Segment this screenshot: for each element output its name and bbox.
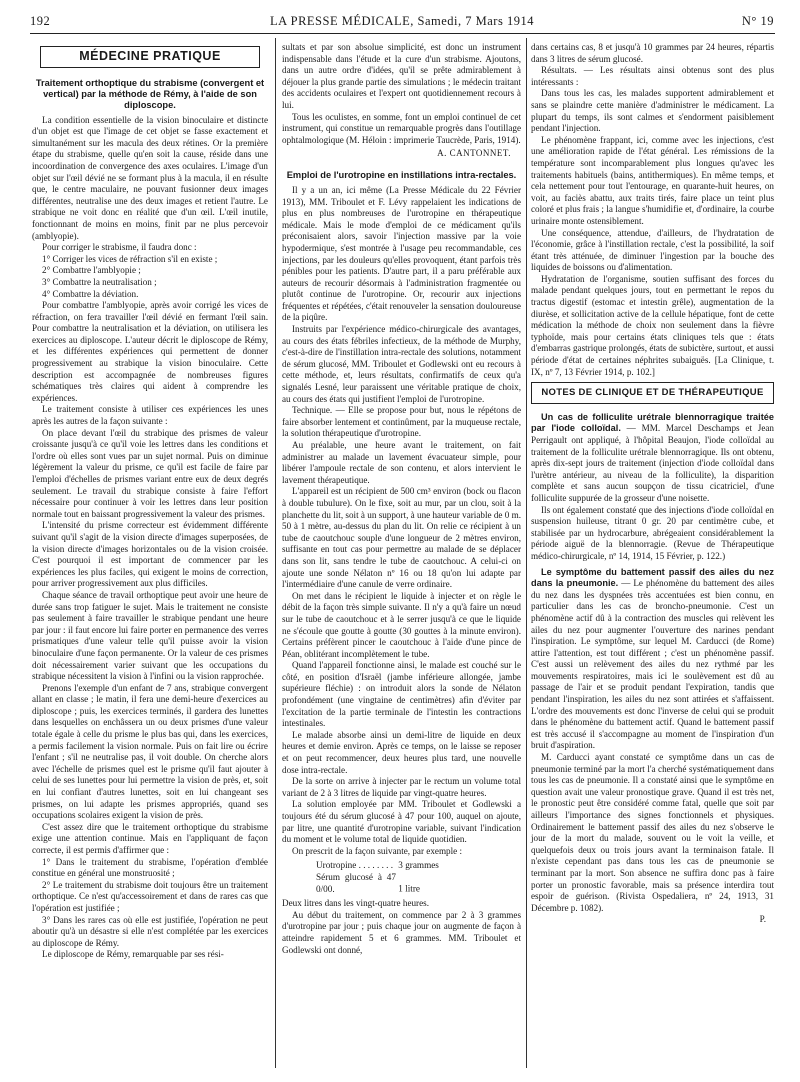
- paragraph: Prenons l'exemple d'un enfant de 7 ans, strabique convergent allant en classe ; le matin, il fera une demi-heure d'exercices au diploscope ; puis, les exercices terminés, il gardera des lunettes dans lesquelles on enchâssera un ou deux prismes d'une valeur totale égale à celle du prisme le plus bas qui, dans les exercices, a permis facilement la vision normale. Puis on fait lire ou écrire l'enfant ; s'il ne neutralise pas, il voit double. On cherche alors avec l'échelle de prismes quel est le prisme qu'il faut ajouter à celui de ses lunettes pour lui permettre la vision de près, et, soit en lui confiant d'autres lunettes, soit en lui changeant ses prismes, on lui adapte les prismes appropriés, quand ses occupations scolaires exigent la vision de près.: [32, 682, 268, 821]
- paragraph: Le phénomène frappant, ici, comme avec les injections, c'est une amélioration rapide de l'état général. Les rémissions de la température sont incomparablement plus longues qu'avec les traitements habituels (bains, antithermiques). En même temps, et cela nettement pour tout l'entourage, en quarante-huit heures, on voit, au faciès abattu, aux traits tirés, faire place un teint plus coloré et plus frais ; la langue s'humidifie et, d'ordinaire, la courbe urinaire monte ostensiblement.: [531, 134, 774, 226]
- paragraph: Pour combattre l'amblyopie, après avoir corrigé les vices de réfraction, on fera travailler l'œil dévié en fermant l'œil sain. Pour combattre la neutralisation et la déviation, on utilisera les exercices au diploscope. L'auteur décrit le diploscope de Rémy, et les différentes expériences qui permettent de donner progressivement au strabique la vision binoculaire. Cette description est accompagnée de nombreuses figures schématiques très claires qui aident à comprendre les expériences.: [32, 300, 268, 403]
- article-text: — MM. Marcel Deschamps et Jean Perrigault ont appliqué, à l'hôpital Beaujon, l'iode colloïdal au traitement de la folliculite urétrale blennorragique. Ils ont obtenu, après dix-sept jours de traitement (injection d'iode colloïdal dans l'urètre antérieur, au niveau de la folliculite), la disparition complète et sans aucun soupçon de tissu cicatriciel, d'une folliculite suppurée de la grosseur d'une noisette.: [531, 423, 774, 503]
- paragraph: L'appareil est un récipient de 500 cm³ environ (bock ou flacon à double tubulure). On le fixe, soit au mur, par un clou, soit à la planchette du lit, soit à un support, à une hauteur variable de 0 m. 50 à 1 mètre, au-dessus du plan du lit. On relie ce récipient à un tube de caoutchouc souple d'une longueur de 2 mètres environ, suffisante en tout cas pour permettre au malade de se déplacer dans son lit, sans tendre le tube de caoutchouc. A celui-ci on ajoute une sonde Nélaton nº 16 ou 18 qu'on lui adapte par l'intermédiaire d'une canule de verre ordinaire.: [282, 486, 521, 590]
- paragraph: Chaque séance de travail orthoptique peut avoir une heure de durée sans trop fatiguer le sujet. Mais le traitement ne consiste pas seulement à faire travailler le strabique pendant une heure par jour : il faut encore lui faire porter en permanence des verres prismatiques d'une valeur telle qu'il puisse avoir la vision binoculaire d'une façon permanente. Or la valeur de ces prismes doit nécessairement varier suivant que les occupations du strabique nécessitent la vision à l'infini ou la vision rapprochée.: [32, 589, 268, 682]
- paragraph: M. Carducci ayant constaté ce symptôme dans un cas de pneumonie terminé par la mort l'a cherché systématiquement dans tous les cas de pneumonie. Il a constaté ainsi que le symptôme en question avait une valeur pronostique grave. Quand il est très net, le pronostic peut être considéré comme fatal, quelle que soit par ailleurs l'importance des signes fonctionnels et physiques. Ordinairement le battement passif des ailes du nez s'observe le jour de la mort du malade, souvent ou le voit la veille, et quelquefois deux ou trois jours avant la terminaison fatale. Il n'existe cependant pas dans tous les cas de pneumonie se terminant par la mort. Son absence ne suffira donc pas à faire porter un pronostic favorable, mais sa présence interdira tout espoir de guérison. (Rivista Ospedaliera, nº 24, 1913, 31 Décembre p. 1082).: [531, 752, 774, 913]
- paragraph: Tous les oculistes, en somme, font un emploi continuel de cet instrument, qui constitue un remarquable progrès dans l'outillage ophtalmologique (M. Héloin : imprimerie Taucrède, Paris, 1914).: [282, 111, 521, 145]
- paragraph: Une conséquence, attendue, d'ailleurs, de l'hydratation de l'économie, grâce à l'instillation rectale, c'est la possibilité, la soif étant très atténuée, de diminuer l'ingestion par la bouche des liquides de boissons ou d'alimentation.: [531, 227, 774, 273]
- article-title: Le symptôme du battement passif des ailes du nez dans la pneumonie.: [531, 566, 774, 589]
- author-signature: A. CANTONNET.: [437, 148, 511, 159]
- paragraph: Il y a un an, ici même (La Presse Médicale du 22 Février 1913), MM. Triboulet et F. Lévy rappelaient les indications de plus en plus nombreuses de l'urotropine en thérapeutique médicale. Mais le mode d'emploi de ce médicament qu'ils préconisaient alors, savoir l'injection massive par la voie hypodermique, s'est montrée à l'usage peu recommandable, ces injections, par les douleurs qu'elles provoquent, étant parfois très pénibles pour les patients. D'autre part, il a paru préférable aux auteurs de recourir désormais à l'administration fragmentée ou plutôt continue de l'urotropine. Or, recourir aux injections fréquentes et répétées, c'était renouveler la sensation douloureuse de la piqûre.: [282, 184, 521, 323]
- article-title: Un cas de folliculite urétrale blennorragique traitée par l'iode colloïdal.: [531, 411, 774, 434]
- paragraph: On place devant l'œil du strabique des prismes de valeur croissante jusqu'à ce qu'il voie les lettres dans les conditions et l'ordre où elles sont vues par un sujet normal. Puis on diminue légèrement la valeur du prisme, ce qu'il est facile de faire par l'emploi d'échelles de prismes variant entre eux de deux degrés seulement. Le travail du strabique consiste à faire l'effort nécessaire pour continuer à voir les lettres dans leur position normale tout en baissant progressivement la valeur des prismes.: [32, 427, 268, 519]
- prescription: [316, 860, 521, 895]
- paragraph: Au préalable, une heure avant le traitement, on fait administrer au malade un lavement évacuateur simple, pour libérer l'ampoule rectale de son contenu, et alors intervient le lavement thérapeutique.: [282, 440, 521, 485]
- paragraph: Hydratation de l'organisme, soutien suffisant des forces du malade pendant quelques jours, tout en permettant le repos du tractus digestif (estomac et intestin grêle), augmentation de la diurèse, et sollicitation active de la cellule hépatique, font de cette médication la méthode de choix non seulement dans la fièvre typhoïde, mais pour certains états cliniques tels que : états d'embarras gastrique prolongés, états de subictère, surtout, et aussi période d'état de certaines néphrites subaiguës. [La Clinique, t. IX, nº 7, 13 Février 1914, p. 102.]: [531, 273, 774, 377]
- list-item: 4° Combattre la déviation.: [42, 288, 139, 299]
- list-item: 1° Corriger les vices de réfraction s'il en existe ;: [42, 253, 218, 264]
- paragraph: La solution employée par MM. Triboulet et Godlewski a toujours été du sérum glucosé à 47 pour 100, auquel on ajoute, par litre, une quantité d'urotropine variable, suivant l'indication du moment et le volume total de liquide quotidien.: [282, 799, 521, 845]
- journal-title: LA PRESSE MÉDICALE, Samedi, 7 Mars 1914: [270, 14, 534, 28]
- paragraph: On met dans le récipient le liquide à injecter et on règle le débit de la façon très simple suivante. Il n'y a qu'à faire un nœud sur le tube de caoutchouc et à le serrer jusqu'à ce que le liquide ne s'écoule que goutte à goutte (30 gouttes à la minute environ). Certains préfèrent pincer le caoutchouc à l'aide d'une pince de Péan, oblitérant incomplètement le tube.: [282, 590, 521, 659]
- article-title: Emploi de l'urotropine en instillations intra-rectales.: [286, 169, 517, 180]
- paragraph: De la sorte on arrive à injecter par le rectum un volume total variant de 2 à 3 litres de liquide par vingt-quatre heures.: [282, 776, 521, 798]
- paragraph: Le diploscope de Rémy, remarquable par ses rési-: [42, 949, 224, 960]
- section-title: MÉDECINE PRATIQUE: [40, 46, 260, 68]
- column-2: [282, 42, 521, 956]
- paragraph: La condition essentielle de la vision binoculaire et distincte d'un objet est que l'image de cet objet se fasse exactement et simultanément sur les macula des deux rétines. Or la première étape du strabisme, quelle qu'en soit la cause, réside dans une incoordination de convergence des axes oculaires. L'image d'un objet sur l'œil dévié ne se formant plus à la macula, il en résulte que, le centre maculaire, ne pouvant fusionner deux images différentes, neutralise une des deux images et retient l'autre. Le strabique ne voit donc en réalité que d'un œil. L'œil inutile, fonctionnant de moins en moins, finit par ne plus percevoir (amblyopie).: [32, 114, 268, 241]
- paragraph: Technique. — Elle se propose pour but, nous le répétons de faire absorber lentement et continûment, par la muqueuse rectale, la solution thérapeutique d'urotropine.: [282, 405, 521, 439]
- paragraph: On prescrit de la façon suivante, par exemple :: [292, 845, 463, 856]
- page-number: 192: [30, 14, 51, 28]
- prescription-line: Urotropine . . . . . . . . 3 grammes: [316, 860, 439, 871]
- paragraph: Quand l'appareil fonctionne ainsi, le malade est couché sur le côté, en position d'Israël (jambe inférieure allongée, jambe supérieure fléchie) : on introduit alors la sonde de Nélaton profondément (une vingtaine de centimètres) afin d'éviter par l'excitation de la partie terminale de l'intestin les contractions intestinales.: [282, 660, 521, 729]
- conclusion-list: [32, 857, 268, 961]
- list-item: 1° Dans le traitement du strabisme, l'opération d'emblée constitue en général une monstruosité ;: [32, 856, 268, 879]
- list-item: 3° Combattre la neutralisation ;: [42, 276, 157, 287]
- issue-number: N° 19: [741, 14, 774, 28]
- paragraph: Deux litres dans les vingt-quatre heures.: [282, 898, 429, 909]
- list-item: 2° Combattre l'amblyopie ;: [42, 265, 141, 276]
- prescription-line: Sérum glucosé à 47 0/00. 1 litre: [316, 871, 420, 894]
- paragraph: Au début du traitement, on commence par 2 à 3 grammes d'urotropine par jour ; puis chaque jour on augmente de façon à atteindre rapidement 5 et 6 grammes. MM. Triboulet et Godlewski ont donné,: [282, 909, 521, 955]
- paragraph: Le malade absorbe ainsi un demi-litre de liquide en deux heures et demie environ. Après ce temps, on le laisse se reposer et on peut recommencer, deux heures plus tard, une nouvelle dose intra-rectale.: [282, 729, 521, 775]
- list-item: 2° Le traitement du strabisme doit toujours être un traitement orthoptique. Ce n'est qu'accessoirement et dans de rares cas que l'opération est justifiée ;: [32, 879, 268, 913]
- list-item: 3° Dans les rares cas où elle est justifiée, l'opération ne peut aboutir qu'à un désastre si elle n'est complétée par les exercices au diploscope de Rémy.: [32, 914, 268, 948]
- paragraph: Dans tous les cas, les malades supportent admirablement et sans se plaindre cette manière d'administrer le médicament. La plupart du temps, ils sont calmes et s'endorment paisiblement pendant l'injection.: [531, 88, 774, 134]
- list: [32, 254, 268, 300]
- column-divider: [275, 38, 276, 1068]
- column-1: [32, 42, 268, 961]
- article-title: Traitement orthoptique du strabisme (convergent et vertical) par la méthode de Rémy, à l'aide de son diploscope.: [35, 77, 265, 110]
- author-signature: P.: [759, 914, 766, 925]
- column-3: [531, 42, 774, 926]
- article-text: — Le phénomène du battement des ailes du nez dans les dyspnées très accentuées est bien connu, en particulier dans les cas de broncho-pneumonie. C'est un phénomène actif dû à la contraction des muscles qui relèvent les ailes du nez pour augmenter l'ouverture des narines pendant l'inspiration. Le symptôme, sur lequel M. Carducci (de Rome) attire l'attention, est tout différent ; c'est un phénomène passif. C'est aussi un relèvement des ailes du nez rythmé par les mouvements respiratoires, mais ici le soulèvement est dû au passage de l'air et se produit pendant l'expiration, tandis que pendant l'inspiration, les ailes du nez sont attirées et s'affaissent. L'ordre des mouvements est donc l'inverse de celui qui se produit dans le phénomène du battement actif. Quand le battement passif est très accusé il s'accompagne au moment de l'inspiration d'un bruit d'aspiration.: [531, 578, 774, 751]
- section-title: NOTES DE CLINIQUE ET DE THÉRAPEUTIQUE: [531, 382, 774, 404]
- paragraph: Ils ont également constaté que des injections d'iode colloïdal en suspension huileuse, titrant 0 gr. 20 par centimètre cube, et stabilisée par un hydrocarbure, abrégeaient considérablement la période aiguë de la blennorragie. (Revue de Thérapeutique médico-chirurgicale, nº 14, 1914, 15 Février, p. 122.): [531, 504, 774, 561]
- paragraph: Résultats. — Les résultats ainsi obtenus sont des plus intéressants :: [531, 65, 774, 87]
- paragraph: L'intensité du prisme correcteur est évidemment différente suivant qu'il s'agit de la vision directe d'images superposées, de la vision directe d'images horizontales ou de la vision croisée. C'est pourquoi il est important de commencer par les expériences les plus faciles, qui exigent le moins de correction, pour arriver progressivement aux plus difficiles.: [32, 520, 268, 589]
- paragraph: Pour corriger le strabisme, il faudra donc :: [42, 242, 197, 253]
- column-divider: [526, 38, 527, 1068]
- paragraph: dans certains cas, 8 et jusqu'à 10 grammes par 24 heures, répartis dans 3 litres de sérum glucosé.: [531, 42, 774, 64]
- paragraph: C'est assez dire que le traitement orthoptique du strabisme exige une attention continue. Mais en l'appliquant de façon correcte, il est permis d'affirmer que :: [32, 821, 268, 855]
- running-header: [30, 14, 774, 32]
- paragraph: Instruits par l'expérience médico-chirurgicale des avantages, au cours des états fébriles infectieux, de la méthode de Murphy, c'est-à-dire de l'instillation intra-rectale des solutions, notamment de sérum glucosé, MM. Triboulet et Godlewski ont eu recours à cette méthode, et, leurs résultats, confirmatifs de ceux qu'a signalés Lesné, leur paraissent une véritable pratique de choix, au cours des états qui justifient l'emploi de l'urotropine.: [282, 324, 521, 404]
- paragraph: sultats et par son absolue simplicité, est donc un instrument indispensable dans l'étude et la cure d'un strabisme. Ajoutons, dans un autre ordre d'idées, qu'il se prête admirablement à déjouer la plus grande partie des simulations ; le médecin traitant des accidents oculaires et l'expert ont quotidiennement recours à lui.: [282, 42, 521, 110]
- header-rule: [30, 33, 775, 34]
- paragraph: Le traitement consiste à utiliser ces expériences les unes après les autres de la façon suivante :: [32, 404, 268, 427]
